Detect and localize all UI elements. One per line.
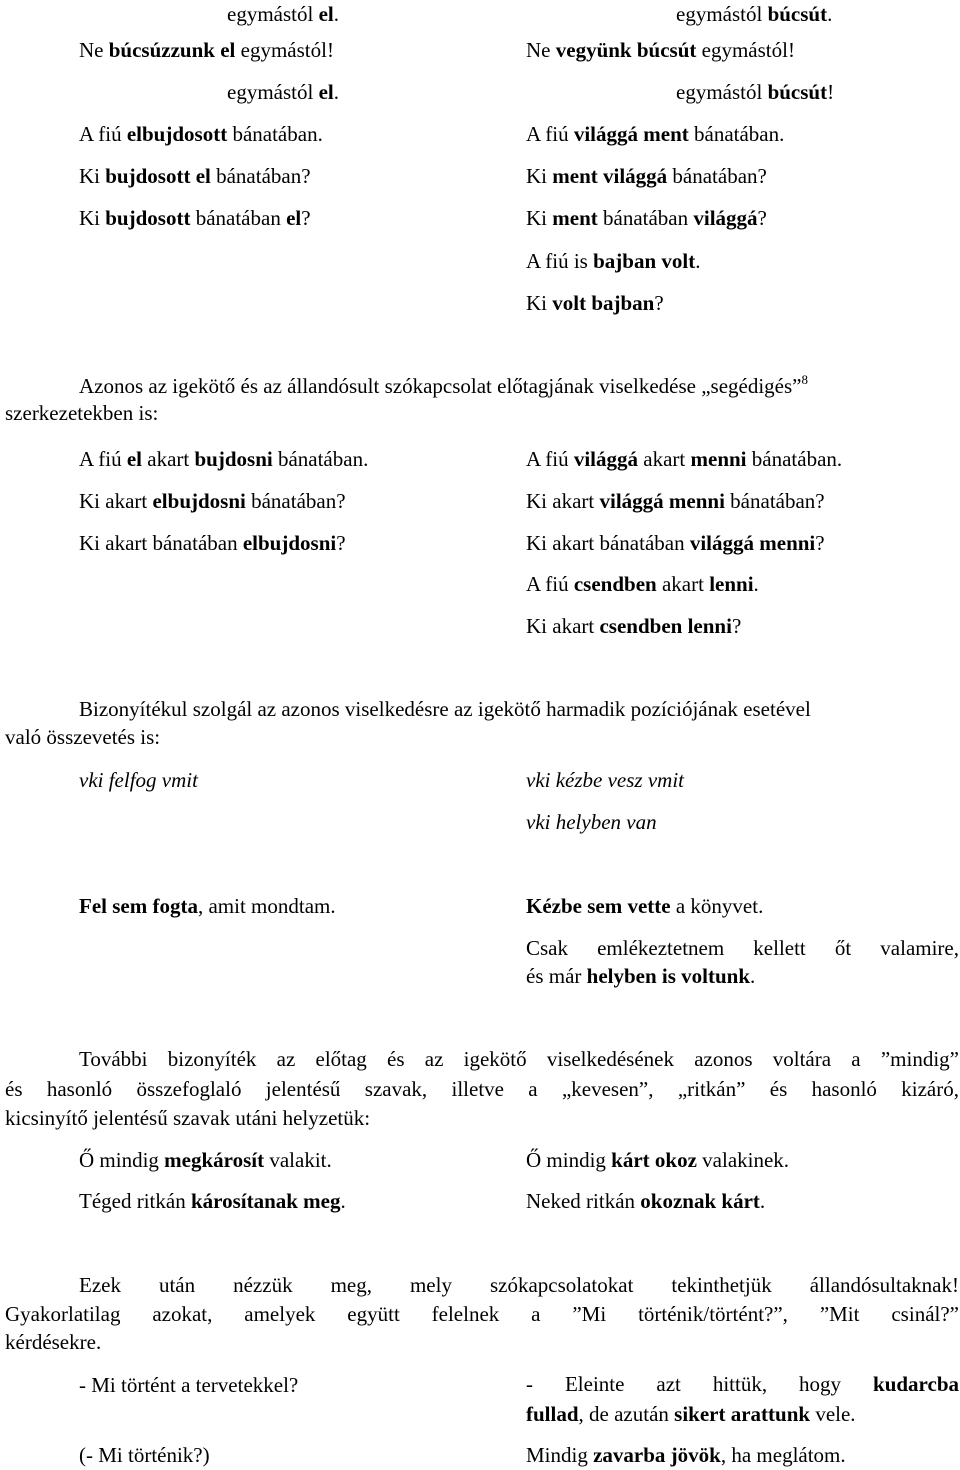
text-run: és hasonló összefoglaló jelentésű szavak, illetve a „kevesen”, „ritkán” és hasonló kizáró,	[5, 1077, 959, 1101]
text-run: Azonos az igekötő és az állandósult szókapcsolat előtagjának viselkedése „segédigés”	[79, 374, 802, 398]
bold-term: Fel sem fogta	[79, 894, 198, 918]
example-line	[79, 121, 323, 147]
bold-term: el	[318, 2, 334, 26]
text-run: Ki	[79, 164, 106, 188]
text-run: egymástól!	[235, 38, 334, 62]
example-line	[79, 1372, 298, 1398]
text-run: kicsinyítő jelentésű szavak utáni helyzetük:	[5, 1106, 371, 1130]
bold-term: zavarba jövök	[593, 1443, 721, 1467]
example-line	[526, 121, 784, 147]
text-run: bánatában	[190, 206, 287, 230]
bold-term: megkárosít	[164, 1148, 265, 1172]
text-run: ?	[654, 291, 664, 315]
example-line	[79, 488, 346, 514]
paragraph-line	[79, 1045, 959, 1073]
bold-term: csendben lenni	[599, 614, 732, 638]
text-run: Neked ritkán	[526, 1189, 641, 1213]
text-run: bánatában?	[210, 164, 311, 188]
text-run: .	[340, 1189, 346, 1213]
example-line	[526, 488, 825, 514]
text-run: bánatában?	[667, 164, 767, 188]
text-run: .	[695, 249, 701, 273]
example-line	[79, 767, 198, 793]
text-run: Ezek után nézzük meg, mely szókapcsolatokat tekinthetjük állandósultaknak!	[79, 1273, 959, 1297]
italic-term: vki felfog vmit	[79, 768, 198, 792]
text-run: Ne	[79, 38, 109, 62]
text-run: Ki	[79, 206, 106, 230]
text-run: bánatában	[597, 206, 694, 230]
bold-term: bajban volt	[593, 249, 696, 273]
example-line	[227, 79, 339, 105]
bold-term: el	[286, 206, 302, 230]
example-line	[526, 893, 763, 919]
paragraph-line	[79, 696, 811, 722]
bold-term: kudarcba	[873, 1372, 959, 1396]
text-run: ?	[301, 206, 311, 230]
bold-term: okoznak kárt	[640, 1189, 760, 1213]
example-line	[526, 613, 741, 639]
example-line	[526, 37, 795, 63]
example-line	[79, 1442, 210, 1468]
text-run: , ha meglátom.	[720, 1443, 846, 1467]
example-line	[79, 37, 334, 63]
paragraph-line	[79, 373, 808, 399]
text-run: ?	[731, 614, 742, 638]
text-run: Gyakorlatilag azokat, amelyek együtt felelnek a ”Mi történik/történt?”, ”Mit csinál?”	[5, 1302, 959, 1326]
text-run: , de azután	[578, 1402, 675, 1426]
example-line	[526, 530, 825, 556]
bold-term: helyben is voltunk	[586, 964, 751, 988]
example-line	[676, 79, 834, 105]
example-line	[526, 1147, 789, 1173]
example-line	[526, 290, 664, 316]
example-line	[79, 205, 311, 231]
bold-term: vegyünk búcsút	[555, 38, 697, 62]
text-run: A fiú	[79, 447, 127, 471]
example-line	[526, 767, 684, 793]
example-line	[526, 446, 842, 472]
bold-term: világgá menni	[689, 531, 816, 555]
text-run: egymástól!	[696, 38, 795, 62]
text-run: A fiú	[526, 447, 574, 471]
text-run: egymástól	[676, 80, 768, 104]
text-run: Ki	[526, 206, 553, 230]
text-run: Ne	[526, 38, 556, 62]
example-line	[526, 934, 959, 962]
bold-term: lenni	[709, 572, 754, 596]
text-run: akart	[638, 447, 691, 471]
text-run: A fiú is	[526, 249, 594, 273]
text-run: egymástól	[227, 2, 319, 26]
bold-term: sikert arattunk	[674, 1402, 811, 1426]
paragraph-line	[5, 400, 158, 426]
example-line	[526, 1401, 856, 1427]
text-run: Bizonyítékul szolgál az azonos viselkedésre az igekötő harmadik pozíciójának esetével	[79, 697, 811, 721]
paragraph-line	[79, 1271, 959, 1299]
example-line	[676, 1, 832, 27]
bold-term: elbujdosni	[242, 531, 337, 555]
text-run: Ő mindig	[79, 1148, 165, 1172]
example-line	[79, 1147, 332, 1173]
text-run: .	[333, 2, 339, 26]
bold-term: menni	[690, 447, 747, 471]
text-run: bánatában.	[688, 122, 785, 146]
bold-term: károsítanak meg	[190, 1189, 341, 1213]
text-run: és már	[526, 964, 587, 988]
bold-term: elbujdosott	[126, 122, 228, 146]
text-run: .	[759, 1189, 766, 1213]
paragraph-line	[5, 1105, 370, 1131]
italic-term: vki helyben van	[526, 810, 657, 834]
paragraph-line	[5, 724, 160, 750]
text-run: További bizonyíték az előtag és az igekötő viselkedésének azonos voltára a ”mindig”	[79, 1047, 959, 1071]
bold-term: búcsúzzunk el	[108, 38, 236, 62]
text-run: való összevetés is:	[5, 725, 161, 749]
text-run: bánatában?	[724, 489, 825, 513]
text-run: Ki akart	[79, 489, 153, 513]
bold-term: bujdosni	[194, 447, 273, 471]
text-run: bánatában.	[227, 122, 323, 146]
example-line	[526, 205, 767, 231]
text-run: - Eleinte azt hittük, hogy	[526, 1372, 874, 1396]
bold-term: elbujdosni	[152, 489, 246, 513]
text-run: ?	[336, 531, 346, 555]
example-line	[79, 163, 311, 189]
text-run: bánatában.	[746, 447, 843, 471]
text-run: .	[827, 2, 833, 26]
bold-term: búcsút	[767, 80, 828, 104]
text-run: A fiú	[526, 122, 574, 146]
text-run: vele.	[810, 1402, 856, 1426]
text-run: , amit mondtam.	[197, 894, 336, 918]
text-run: .	[333, 80, 339, 104]
example-line	[79, 530, 346, 556]
text-run: Téged ritkán	[79, 1189, 191, 1213]
example-line	[526, 248, 700, 274]
text-run: Ki	[526, 164, 553, 188]
text-run: .	[750, 964, 756, 988]
paragraph-line	[5, 1075, 959, 1103]
example-line	[526, 963, 755, 989]
text-run: Ki akart	[526, 489, 600, 513]
text-run: Ki akart bánatában	[79, 531, 243, 555]
text-run: egymástól	[676, 2, 768, 26]
example-line	[526, 1442, 846, 1468]
example-line	[526, 1188, 765, 1214]
text-run: Csak emlékeztetnem kellett őt valamire,	[526, 936, 959, 960]
bold-term: csendben	[573, 572, 657, 596]
example-line	[79, 1188, 346, 1214]
text-run: .	[753, 572, 759, 596]
bold-term: Kézbe sem vette	[526, 894, 671, 918]
text-run: A fiú	[526, 572, 574, 596]
bold-term: ment	[552, 206, 598, 230]
example-line	[227, 1, 339, 27]
text-run: akart	[656, 572, 710, 596]
bold-term: búcsút	[767, 2, 828, 26]
text-run: Ki akart bánatában	[526, 531, 690, 555]
bold-term: el	[126, 447, 142, 471]
paragraph-line	[5, 1329, 101, 1355]
text-run: !	[827, 80, 835, 104]
bold-term: el	[318, 80, 334, 104]
bold-term: világgá ment	[573, 122, 689, 146]
bold-term: kárt okoz	[611, 1148, 697, 1172]
text-run: a könyvet.	[670, 894, 764, 918]
text-run: (- Mi történik?)	[79, 1443, 210, 1467]
text-run: Ő mindig	[526, 1148, 612, 1172]
bold-term: világgá menni	[599, 489, 725, 513]
footnote-marker: 8	[801, 372, 808, 387]
example-line	[526, 1370, 959, 1398]
italic-term: vki kézbe vesz vmit	[526, 768, 685, 792]
paragraph-line	[5, 1300, 959, 1328]
text-run: kérdésekre.	[5, 1330, 102, 1354]
text-run: egymástól	[227, 80, 319, 104]
bold-term: volt bajban	[552, 291, 655, 315]
example-line	[79, 446, 368, 472]
text-run: - Mi történt a tervetekkel?	[79, 1373, 299, 1397]
bold-term: fullad	[526, 1402, 579, 1426]
text-run: valakit.	[264, 1148, 332, 1172]
bold-term: világgá	[573, 447, 639, 471]
text-run: ?	[757, 206, 767, 230]
text-run: bánatában.	[272, 447, 369, 471]
example-line	[526, 163, 767, 189]
text-run: ?	[815, 531, 825, 555]
text-run: Mindig	[526, 1443, 594, 1467]
text-run: A fiú	[79, 122, 127, 146]
text-run: Ki akart	[526, 614, 600, 638]
bold-term: ment világgá	[552, 164, 668, 188]
bold-term: világgá	[693, 206, 758, 230]
text-run: Ki	[526, 291, 553, 315]
text-run: akart	[142, 447, 195, 471]
text-run: valakinek.	[696, 1148, 790, 1172]
example-line	[79, 893, 336, 919]
bold-term: bujdosott el	[105, 164, 211, 188]
example-line	[526, 571, 759, 597]
bold-term: bujdosott	[105, 206, 191, 230]
text-run: bánatában?	[245, 489, 346, 513]
text-run: szerkezetekben is:	[5, 401, 159, 425]
example-line	[526, 809, 657, 835]
